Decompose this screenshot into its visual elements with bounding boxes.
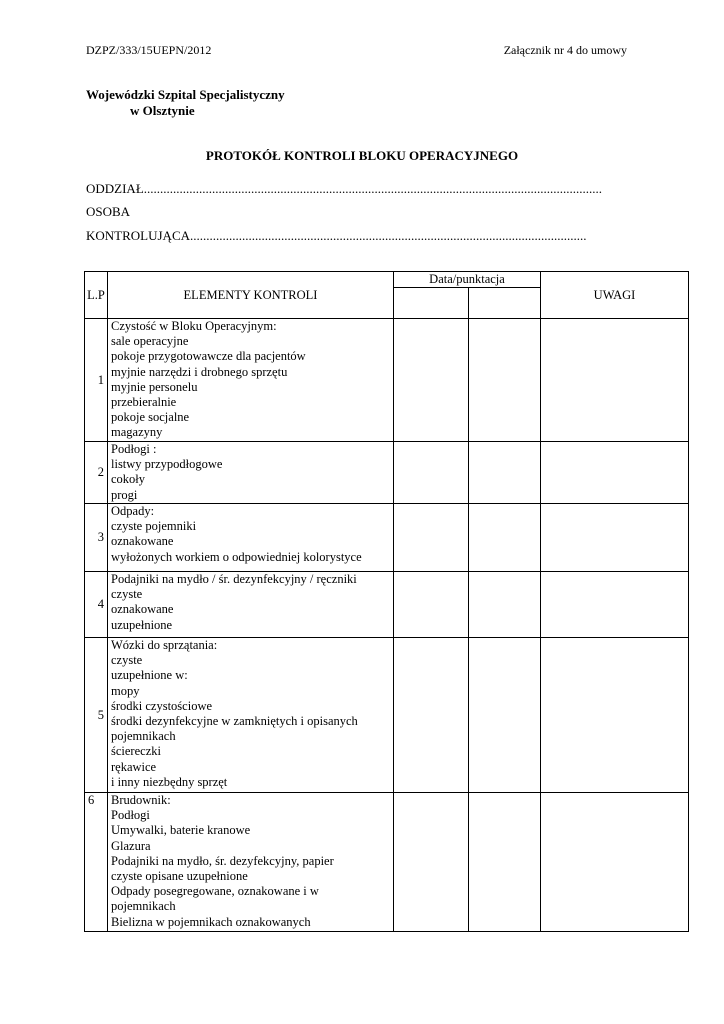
element-line: Brudownik: bbox=[111, 793, 171, 807]
attachment-label: Załącznik nr 4 do umowy bbox=[503, 43, 627, 57]
element-line: pokoje przygotowawcze dla pacjentów bbox=[111, 349, 306, 364]
data-cell-2[interactable] bbox=[469, 638, 541, 793]
data-cell-1[interactable] bbox=[394, 319, 469, 442]
row-number: 3 bbox=[85, 504, 108, 572]
header-lp: L.P bbox=[85, 272, 108, 319]
element-line: Odpady: bbox=[111, 504, 155, 518]
element-line: i inny niezbędny sprzęt bbox=[111, 774, 228, 789]
element-line: uzupełnione bbox=[111, 617, 173, 632]
element-line: Wózki do sprzątania: bbox=[111, 638, 218, 652]
data-cell-1[interactable] bbox=[394, 638, 469, 793]
row-number: 4 bbox=[85, 572, 108, 638]
institution-city: w Olsztynie bbox=[130, 103, 195, 118]
document-reference: DZPZ/333/15UEPN/2012 bbox=[86, 43, 212, 57]
row-number: 5 bbox=[85, 638, 108, 793]
element-line: wyłożonych workiem o odpowiedniej kolorystyce bbox=[111, 549, 362, 564]
element-line: myjnie narzędzi i drobnego sprzętu bbox=[111, 364, 288, 379]
element-line: ściereczki bbox=[111, 744, 161, 759]
field-osoba: OSOBA bbox=[86, 204, 131, 219]
row-elements bbox=[108, 572, 394, 638]
element-line: pojemnikach bbox=[111, 729, 176, 744]
uwagi-cell[interactable] bbox=[541, 793, 689, 932]
uwagi-cell[interactable] bbox=[541, 638, 689, 793]
data-cell-1[interactable] bbox=[394, 572, 469, 638]
element-line: Podajniki na mydło / śr. dezynfekcyjny / ręczniki bbox=[111, 572, 357, 586]
element-line: czyste bbox=[111, 587, 143, 602]
element-line: Glazura bbox=[111, 838, 151, 853]
uwagi-cell[interactable] bbox=[541, 572, 689, 638]
table-row bbox=[85, 442, 689, 504]
institution-name: Wojewódzki Szpital Specjalistyczny bbox=[86, 87, 285, 102]
element-line: czyste bbox=[111, 653, 143, 668]
table-body bbox=[85, 319, 689, 932]
element-line: pokoje socjalne bbox=[111, 410, 190, 425]
header-data-punktacja: Data/punktacja bbox=[394, 272, 541, 288]
element-line: środki dezynfekcyjne w zamkniętych i opisanych bbox=[111, 714, 358, 729]
element-line: progi bbox=[111, 487, 138, 502]
data-cell-2[interactable] bbox=[469, 319, 541, 442]
data-cell-1[interactable] bbox=[394, 793, 469, 932]
header-uwagi: UWAGI bbox=[541, 272, 689, 319]
element-line: Odpady posegregowane, oznakowane i w bbox=[111, 884, 319, 899]
row-elements bbox=[108, 793, 394, 932]
data-cell-2[interactable] bbox=[469, 793, 541, 932]
element-line: środki czystościowe bbox=[111, 698, 213, 713]
element-line: uzupełnione w: bbox=[111, 668, 188, 683]
element-line: Podłogi : bbox=[111, 442, 157, 456]
table-row bbox=[85, 572, 689, 638]
page-title: PROTOKÓŁ KONTROLI BLOKU OPERACYJNEGO bbox=[205, 148, 519, 163]
element-line: myjnie personelu bbox=[111, 379, 198, 394]
data-cell-2[interactable] bbox=[469, 504, 541, 572]
uwagi-cell[interactable] bbox=[541, 504, 689, 572]
data-col-1-header bbox=[394, 288, 469, 319]
row-elements bbox=[108, 504, 394, 572]
element-line: magazyny bbox=[111, 425, 163, 440]
field-kontrolujaca: KONTROLUJĄCA.......................................................................................................................... bbox=[86, 228, 587, 243]
element-line: czyste opisane uzupełnione bbox=[111, 869, 248, 884]
table-row bbox=[85, 504, 689, 572]
header-elements: ELEMENTY KONTROLI bbox=[108, 272, 394, 319]
element-line: listwy przypodłogowe bbox=[111, 457, 223, 472]
row-elements bbox=[108, 638, 394, 793]
data-cell-2[interactable] bbox=[469, 442, 541, 504]
data-col-2-header bbox=[469, 288, 541, 319]
element-line: sale operacyjne bbox=[111, 334, 189, 349]
element-line: rękawice bbox=[111, 759, 157, 774]
element-line: mopy bbox=[111, 683, 140, 698]
element-line: Podłogi bbox=[111, 808, 150, 823]
element-line: Bielizna w pojemnikach oznakowanych bbox=[111, 914, 311, 929]
row-number: 1 bbox=[85, 319, 108, 442]
row-elements bbox=[108, 319, 394, 442]
element-line: czyste pojemniki bbox=[111, 519, 197, 534]
table-row bbox=[85, 638, 689, 793]
element-line: pojemnikach bbox=[111, 899, 176, 914]
control-table bbox=[84, 271, 689, 932]
uwagi-cell[interactable] bbox=[541, 442, 689, 504]
uwagi-cell[interactable] bbox=[541, 319, 689, 442]
element-line: Czystość w Bloku Operacyjnym: bbox=[111, 319, 277, 333]
field-oddzial: ODDZIAŁ............................................................................................................................................. bbox=[86, 181, 603, 196]
element-line: przebieralnie bbox=[111, 395, 177, 410]
row-elements bbox=[108, 442, 394, 504]
element-line: Podajniki na mydło, śr. dezyfekcyjny, papier bbox=[111, 853, 334, 868]
row-number: 6 bbox=[85, 793, 108, 932]
row-number: 2 bbox=[85, 442, 108, 504]
data-cell-2[interactable] bbox=[469, 572, 541, 638]
element-line: Umywalki, baterie kranowe bbox=[111, 823, 251, 838]
element-line: oznakowane bbox=[111, 602, 174, 617]
element-line: cokoły bbox=[111, 472, 146, 487]
table-row bbox=[85, 793, 689, 932]
data-cell-1[interactable] bbox=[394, 442, 469, 504]
data-cell-1[interactable] bbox=[394, 504, 469, 572]
element-line: oznakowane bbox=[111, 534, 174, 549]
table-row bbox=[85, 319, 689, 442]
